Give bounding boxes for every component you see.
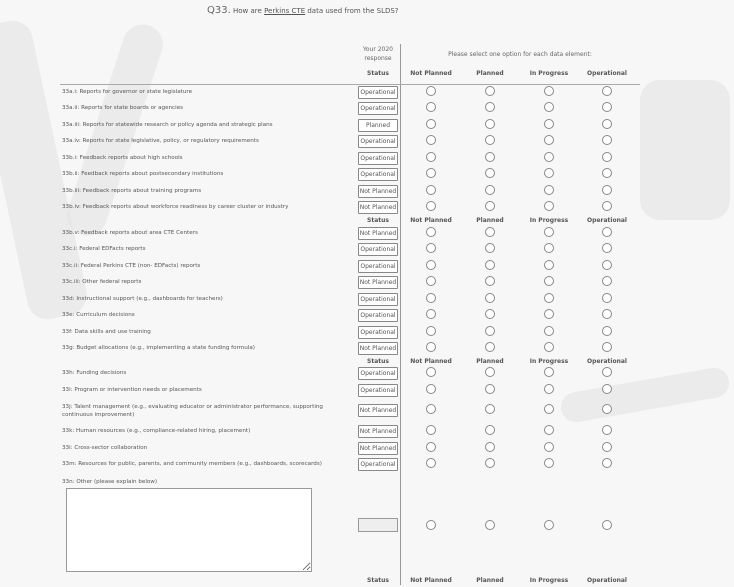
row-label: 33b.i: Feedback reports about high schools	[62, 155, 183, 161]
prior-status-box: Not Planned	[358, 276, 398, 289]
row-radio-not-planned[interactable]	[426, 342, 436, 352]
prior-status-box: Operational	[358, 260, 398, 273]
row-radio-operational[interactable]	[602, 342, 612, 352]
row-radio-operational[interactable]	[602, 367, 612, 377]
prior-status-box: Operational	[358, 458, 398, 471]
option-column-header: Not Planned	[410, 217, 452, 224]
row-radio-not-planned[interactable]	[426, 425, 436, 435]
row-radio-in-progress[interactable]	[544, 168, 554, 178]
option-column-header: In Progress	[529, 358, 569, 365]
row-radio-planned[interactable]	[485, 384, 495, 394]
row-radio-planned[interactable]	[485, 152, 495, 162]
row-label: 33h: Funding decisions	[62, 370, 127, 376]
row-radio-in-progress[interactable]	[544, 309, 554, 319]
prior-status-box: Operational	[358, 152, 398, 165]
row-radio-not-planned[interactable]	[426, 293, 436, 303]
row-radio-operational[interactable]	[602, 309, 612, 319]
row-radio-operational[interactable]	[602, 86, 612, 96]
prior-status-box: Operational	[358, 367, 398, 380]
row-radio-planned[interactable]	[485, 442, 495, 452]
row-radio-planned[interactable]	[485, 276, 495, 286]
row-radio-not-planned[interactable]	[426, 227, 436, 237]
row-radio-planned[interactable]	[485, 425, 495, 435]
row-label: 33c.iii: Other federal reports	[62, 279, 142, 285]
option-column-header: Operational	[587, 358, 627, 365]
row-radio-planned[interactable]	[485, 326, 495, 336]
row-radio-operational[interactable]	[602, 185, 612, 195]
row-radio-operational[interactable]	[602, 293, 612, 303]
row-radio-operational[interactable]	[602, 119, 612, 129]
other-radio-in-progress[interactable]	[544, 520, 554, 530]
other-explanation-textarea[interactable]	[66, 488, 312, 572]
option-column-header: Not Planned	[410, 70, 452, 77]
status-column-header: Status	[367, 70, 389, 77]
row-radio-operational[interactable]	[602, 227, 612, 237]
option-column-header: In Progress	[529, 217, 569, 224]
row-label: 33k: Human resources (e.g., compliance-related hiring, placement)	[62, 428, 251, 434]
row-radio-planned[interactable]	[485, 243, 495, 253]
row-radio-operational[interactable]	[602, 384, 612, 394]
other-radio-planned[interactable]	[485, 520, 495, 530]
prior-status-box: Not Planned	[358, 442, 398, 455]
row-radio-not-planned[interactable]	[426, 260, 436, 270]
row-radio-planned[interactable]	[485, 367, 495, 377]
other-label: 33n: Other (please explain below)	[62, 479, 158, 485]
row-label: 33a.iii: Reports for statewide research or policy agenda and strategic plans	[62, 122, 273, 128]
prior-status-box: Not Planned	[358, 404, 398, 417]
row-label: 33m: Resources for public, parents, and community members (e.g., dashboards, scorecards)	[62, 461, 322, 467]
column-header-row	[0, 577, 734, 587]
row-radio-not-planned[interactable]	[426, 185, 436, 195]
row-label: 33b.ii: Feedback reports about postsecondary institutions	[62, 171, 224, 177]
row-radio-in-progress[interactable]	[544, 119, 554, 129]
option-column-header: In Progress	[529, 577, 569, 584]
row-radio-planned[interactable]	[485, 119, 495, 129]
instruction-text: Please select one option for each data element:	[448, 51, 592, 58]
row-radio-planned[interactable]	[485, 293, 495, 303]
row-radio-not-planned[interactable]	[426, 404, 436, 414]
row-radio-operational[interactable]	[602, 102, 612, 112]
row-radio-not-planned[interactable]	[426, 86, 436, 96]
row-radio-in-progress[interactable]	[544, 458, 554, 468]
row-radio-operational[interactable]	[602, 276, 612, 286]
row-radio-planned[interactable]	[485, 185, 495, 195]
prior-status-box: Operational	[358, 135, 398, 148]
row-radio-in-progress[interactable]	[544, 442, 554, 452]
row-radio-planned[interactable]	[485, 260, 495, 270]
option-column-header: Operational	[587, 577, 627, 584]
row-radio-operational[interactable]	[602, 260, 612, 270]
row-radio-operational[interactable]	[602, 243, 612, 253]
prior-status-box: Not Planned	[358, 201, 398, 214]
row-radio-planned[interactable]	[485, 404, 495, 414]
row-label: 33a.ii: Reports for state boards or agencies	[62, 105, 184, 111]
row-radio-in-progress[interactable]	[544, 86, 554, 96]
row-radio-not-planned[interactable]	[426, 458, 436, 468]
row-radio-not-planned[interactable]	[426, 102, 436, 112]
status-column-header: Status	[367, 358, 389, 365]
row-label: 33b.v: Feedback reports about area CTE Centers	[62, 230, 198, 236]
row-label: 33g: Budget allocations (e.g., implementing a state funding formula)	[62, 345, 255, 351]
row-radio-not-planned[interactable]	[426, 152, 436, 162]
row-radio-planned[interactable]	[485, 342, 495, 352]
prior-status-box: Operational	[358, 102, 398, 115]
row-radio-in-progress[interactable]	[544, 425, 554, 435]
row-radio-in-progress[interactable]	[544, 152, 554, 162]
question-title: Q33. How are Perkins CTE data used from the SLDS?	[207, 5, 399, 16]
row-label: 33b.iv: Feedback reports about workforce readiness by career cluster or industry	[62, 204, 289, 210]
status-column-header: Status	[367, 217, 389, 224]
row-radio-planned[interactable]	[485, 309, 495, 319]
row-radio-in-progress[interactable]	[544, 185, 554, 195]
prior-status-box: Operational	[358, 309, 398, 322]
column-header-row	[0, 70, 734, 80]
row-label: 33l: Cross-sector collaboration	[62, 445, 148, 451]
row-radio-in-progress[interactable]	[544, 260, 554, 270]
row-radio-not-planned[interactable]	[426, 442, 436, 452]
row-radio-not-planned[interactable]	[426, 367, 436, 377]
row-radio-operational[interactable]	[602, 458, 612, 468]
year-response-header: Your 2020 response	[363, 46, 393, 62]
row-radio-operational[interactable]	[602, 326, 612, 336]
perkins-cte-link[interactable]: Perkins CTE	[264, 7, 306, 15]
row-label: 33e: Curriculum decisions	[62, 312, 135, 318]
row-radio-not-planned[interactable]	[426, 168, 436, 178]
row-radio-operational[interactable]	[602, 201, 612, 211]
row-label: 33f: Data skills and use training	[62, 329, 151, 335]
prior-status-box: Not Planned	[358, 227, 398, 240]
other-radio-not-planned[interactable]	[426, 520, 436, 530]
row-radio-in-progress[interactable]	[544, 326, 554, 336]
option-column-header: Operational	[587, 70, 627, 77]
row-radio-in-progress[interactable]	[544, 293, 554, 303]
row-radio-in-progress[interactable]	[544, 201, 554, 211]
option-column-header: Planned	[476, 70, 504, 77]
option-column-header: Operational	[587, 217, 627, 224]
prior-status-box: Not Planned	[358, 185, 398, 198]
column-header-row	[0, 217, 734, 227]
option-column-header: Planned	[476, 217, 504, 224]
row-radio-operational[interactable]	[602, 425, 612, 435]
row-radio-in-progress[interactable]	[544, 227, 554, 237]
column-divider	[400, 44, 401, 585]
prior-status-box: Not Planned	[358, 342, 398, 355]
row-radio-planned[interactable]	[485, 201, 495, 211]
row-radio-planned[interactable]	[485, 86, 495, 96]
option-column-header: Planned	[476, 577, 504, 584]
option-column-header: Planned	[476, 358, 504, 365]
prior-status-box: Planned	[358, 119, 398, 132]
row-radio-not-planned[interactable]	[426, 243, 436, 253]
row-radio-in-progress[interactable]	[544, 243, 554, 253]
row-radio-operational[interactable]	[602, 135, 612, 145]
prior-status-box: Operational	[358, 384, 398, 397]
row-radio-not-planned[interactable]	[426, 309, 436, 319]
option-column-header: Not Planned	[410, 577, 452, 584]
prior-status-box: Operational	[358, 326, 398, 339]
row-radio-not-planned[interactable]	[426, 201, 436, 211]
row-radio-in-progress[interactable]	[544, 404, 554, 414]
prior-status-box: Operational	[358, 243, 398, 256]
prior-status-box: Operational	[358, 86, 398, 99]
prior-status-box: Operational	[358, 168, 398, 181]
row-radio-not-planned[interactable]	[426, 326, 436, 336]
row-label: 33i: Program or intervention needs or placements	[62, 387, 202, 393]
row-radio-planned[interactable]	[485, 458, 495, 468]
row-radio-planned[interactable]	[485, 227, 495, 237]
row-radio-in-progress[interactable]	[544, 342, 554, 352]
row-radio-in-progress[interactable]	[544, 384, 554, 394]
row-label: 33d: Instructional support (e.g., dashboards for teachers)	[62, 296, 223, 302]
row-radio-planned[interactable]	[485, 135, 495, 145]
row-radio-not-planned[interactable]	[426, 135, 436, 145]
row-radio-operational[interactable]	[602, 404, 612, 414]
prior-status-box: Not Planned	[358, 425, 398, 438]
row-radio-operational[interactable]	[602, 168, 612, 178]
other-radio-operational[interactable]	[602, 520, 612, 530]
row-radio-in-progress[interactable]	[544, 135, 554, 145]
row-radio-planned[interactable]	[485, 168, 495, 178]
row-label: 33j: Talent management (e.g., evaluating educator or administrator performance, supporting continuous improvement)	[62, 404, 323, 418]
row-radio-not-planned[interactable]	[426, 276, 436, 286]
row-radio-operational[interactable]	[602, 152, 612, 162]
row-label: 33a.i: Reports for governor or state legislature	[62, 89, 193, 95]
option-column-header: In Progress	[529, 70, 569, 77]
row-label: 33b.iii: Feedback reports about training programs	[62, 188, 202, 194]
row-radio-in-progress[interactable]	[544, 367, 554, 377]
row-radio-operational[interactable]	[602, 442, 612, 452]
status-box-empty	[358, 518, 398, 532]
prior-status-box: Operational	[358, 293, 398, 306]
row-label: 33c.ii: Federal Perkins CTE (non- EDFacts) reports	[62, 263, 201, 269]
header-divider	[60, 84, 640, 85]
row-label: 33a.iv: Reports for state legislative, policy, or regulatory requirements	[62, 138, 259, 144]
row-radio-not-planned[interactable]	[426, 384, 436, 394]
row-radio-planned[interactable]	[485, 102, 495, 112]
row-radio-not-planned[interactable]	[426, 119, 436, 129]
option-column-header: Not Planned	[410, 358, 452, 365]
row-label: 33c.i: Federal EDFacts reports	[62, 246, 146, 252]
status-column-header: Status	[367, 577, 389, 584]
row-radio-in-progress[interactable]	[544, 276, 554, 286]
row-radio-in-progress[interactable]	[544, 102, 554, 112]
